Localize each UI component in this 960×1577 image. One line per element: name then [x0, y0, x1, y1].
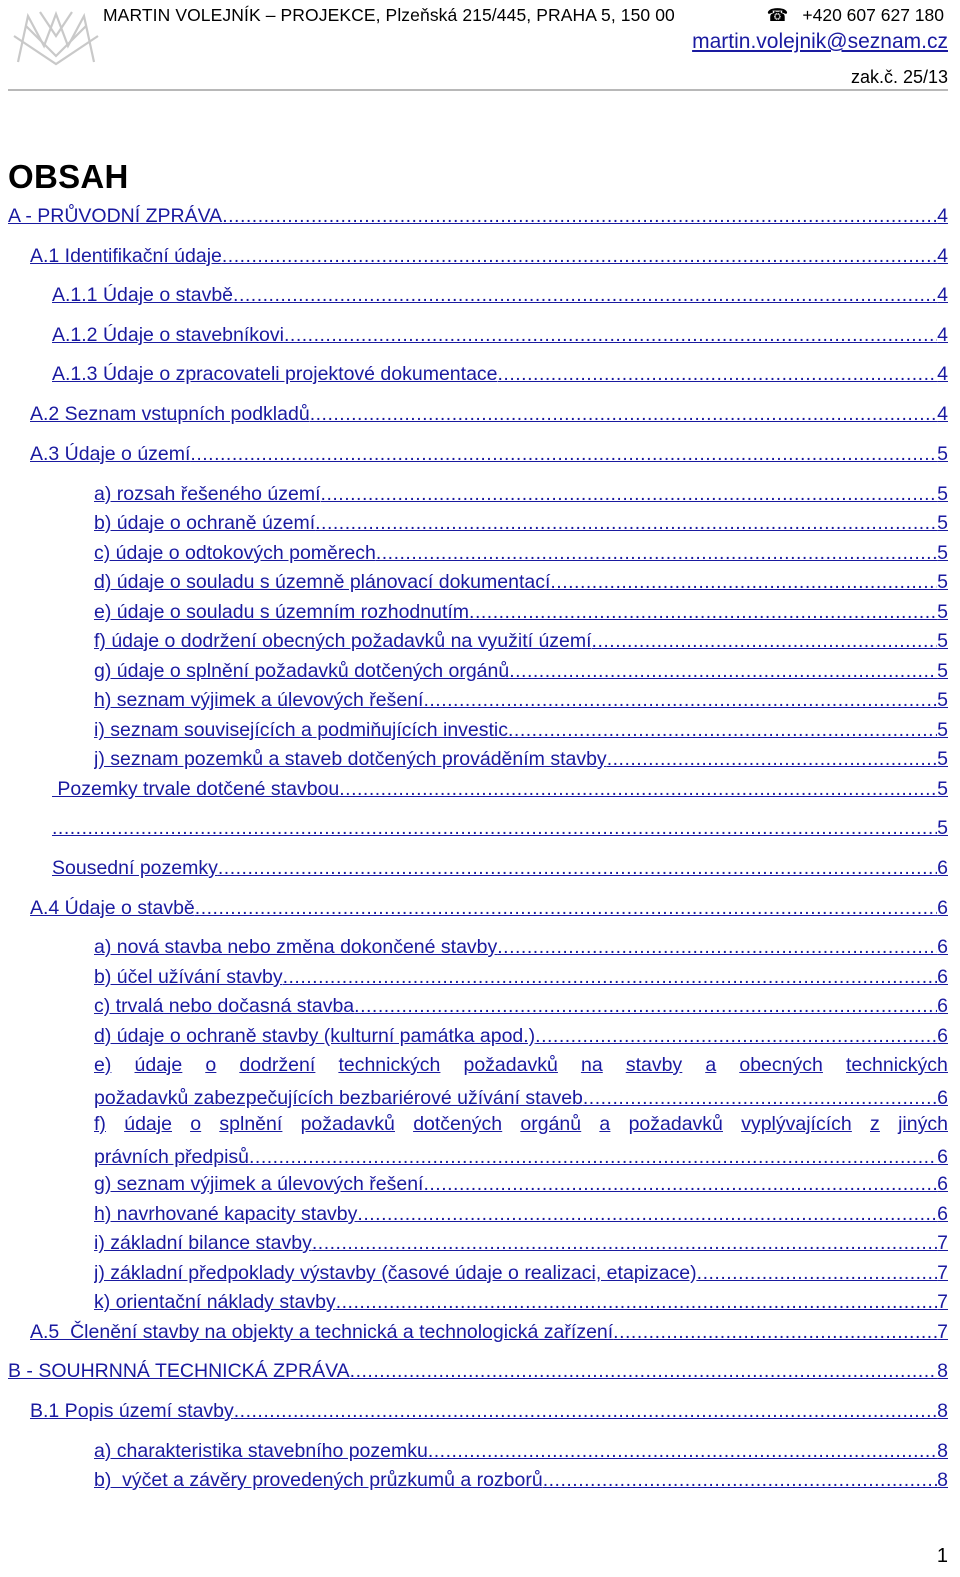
toc-entry[interactable]: A.5 Členění stavby na objekty a technická a technologická zařízení ..... 7: [30, 1314, 948, 1344]
toc-entry[interactable]: A.2 Seznam vstupních podkladů ..... 4: [30, 396, 948, 426]
toc-entry[interactable]: A - PRŮVODNÍ ZPRÁVA ..... 4: [8, 198, 948, 228]
toc-entry[interactable]: b) údaje o ochraně území ..... 5: [94, 505, 948, 535]
toc-title: OBSAH: [8, 158, 129, 195]
toc-entry[interactable]: A.3 Údaje o území ..... 5: [30, 436, 948, 466]
toc-entry[interactable]: i) základní bilance stavby ..... 7: [94, 1225, 948, 1255]
toc-entry[interactable]: A.1.2 Údaje o stavebníkovi ..... 4: [52, 317, 948, 347]
company-logo: [10, 6, 102, 66]
toc-entry[interactable]: a) nová stavba nebo změna dokončené stavby ..... 6: [94, 929, 948, 959]
toc-entry[interactable]: f) údaje o dodržení obecných požadavků na využití území ..... 5: [94, 623, 948, 653]
toc-entry[interactable]: h) seznam výjimek a úlevových řešení ..... 5: [94, 682, 948, 712]
toc-entry[interactable]: f) údaje o splnění požadavků dotčených orgánů a požadavků vyplývajících z jiných právních předpisů ..... 6: [94, 1110, 948, 1169]
toc-entry[interactable]: j) seznam pozemků a staveb dotčených prováděním stavby ..... 5: [94, 741, 948, 771]
toc-entry[interactable]: Sousední pozemky ..... 6: [52, 850, 948, 880]
toc-entry[interactable]: a) rozsah řešeného území ..... 5: [94, 476, 948, 506]
toc-entry[interactable]: ..... 5: [52, 810, 948, 840]
phone-number: +420 607 627 180: [802, 5, 944, 25]
toc-entry[interactable]: A.1 Identifikační údaje ..... 4: [30, 238, 948, 268]
toc-entry[interactable]: g) seznam výjimek a úlevových řešení ..... 6: [94, 1166, 948, 1196]
toc-entry[interactable]: c) trvalá nebo dočasná stavba ..... 6: [94, 988, 948, 1018]
toc-entry[interactable]: e) údaje o dodržení technických požadavků na stavby a obecných technických požadavků zabezpečujících bezbariérové užívání staveb ..... 6: [94, 1051, 948, 1110]
toc-entry[interactable]: B.1 Popis území stavby ..... 8: [30, 1393, 948, 1423]
toc-entry[interactable]: b) účel užívání stavby ..... 6: [94, 959, 948, 989]
email-link[interactable]: martin.volejnik@seznam.cz: [692, 30, 948, 53]
toc-entry[interactable]: k) orientační náklady stavby ..... 7: [94, 1284, 948, 1314]
toc-entry[interactable]: b) výčet a závěry provedených průzkumů a rozborů ..... 8: [94, 1462, 948, 1492]
company-info: MARTIN VOLEJNÍK – PROJEKCE, Plzeňská 215/445, PRAHA 5, 150 00: [103, 5, 675, 25]
toc-entry[interactable]: Pozemky trvale dotčené stavbou ..... 5: [52, 771, 948, 801]
toc-entry[interactable]: d) údaje o souladu s územně plánovací dokumentací ..... 5: [94, 564, 948, 594]
toc-entry[interactable]: c) údaje o odtokových poměrech ..... 5: [94, 535, 948, 565]
phone-line: [767, 5, 944, 26]
toc-entry[interactable]: B - SOUHRNNÁ TECHNICKÁ ZPRÁVA ..... 8: [8, 1353, 948, 1383]
job-number: zak.č. 25/13: [850, 67, 948, 87]
toc-entry[interactable]: a) charakteristika stavebního pozemku ..... 8: [94, 1433, 948, 1463]
phone-icon: ☎: [766, 5, 789, 25]
toc-entry[interactable]: e) údaje o souladu s územním rozhodnutím ..... 5: [94, 594, 948, 624]
page-header: [0, 0, 960, 92]
toc-entry[interactable]: j) základní předpoklady výstavby (časové údaje o realizaci, etapizace) ..... 7: [94, 1255, 948, 1285]
toc-entry[interactable]: i) seznam souvisejících a podmiňujících investic ..... 5: [94, 712, 948, 742]
toc-entry[interactable]: A.1.3 Údaje o zpracovateli projektové dokumentace ..... 4: [52, 356, 948, 386]
toc-entry[interactable]: d) údaje o ochraně stavby (kulturní památka apod.) ..... 6: [94, 1018, 948, 1048]
header-divider: [8, 89, 948, 91]
page-number: 1: [936, 1545, 948, 1567]
toc-entry[interactable]: h) navrhované kapacity stavby ..... 6: [94, 1196, 948, 1226]
toc-entry[interactable]: A.4 Údaje o stavbě ..... 6: [30, 890, 948, 920]
toc-entry[interactable]: g) údaje o splnění požadavků dotčených orgánů ..... 5: [94, 653, 948, 683]
toc-entry[interactable]: A.1.1 Údaje o stavbě ..... 4: [52, 277, 948, 307]
